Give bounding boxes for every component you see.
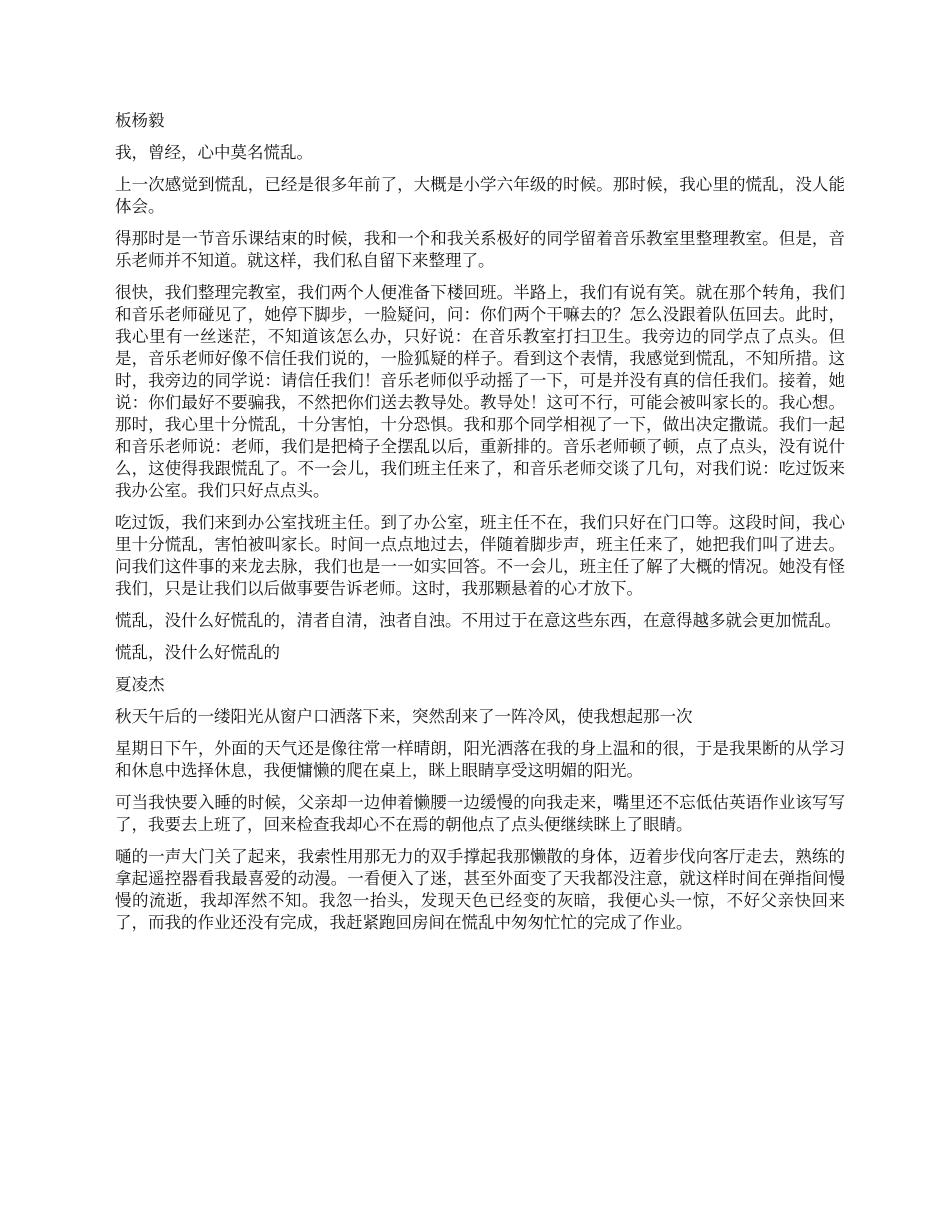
paragraph: 星期日下午，外面的天气还是像往常一样晴朗，阳光洒落在我的身上温和的很，于是我果断的从学习和休息中选择休息，我便慵懒的爬在桌上，眯上眼睛享受这明媚的阳光。 [115, 739, 845, 780]
paragraph: 嗵的一声大门关了起来，我索性用那无力的双手撑起我那懒散的身体，迈着步伐向客厅走去，熟练的拿起遥控器看我最喜爱的动漫。一看便入了迷，甚至外面变了天我都没注意，就这样时间在弹指间慢慢的流逝，我却浑然不知。我忽一抬头，发现天色已经变的灰暗，我便心头一惊，不好父亲快回来了，而我的作业还没有完成，我赶紧跑回房间在慌乱中匆匆忙忙的完成了作业。 [115, 847, 845, 932]
paragraph: 可当我快要入睡的时候，父亲却一边伸着懒腰一边缓慢的向我走来，嘴里还不忘低估英语作业该写写了，我要去上班了，回来检查我却心不在焉的朝他点了点头便继续眯上了眼睛。 [115, 793, 845, 834]
author-name: 夏凌杰 [115, 675, 165, 694]
document-body [115, 110, 845, 944]
paragraph: 慌乱，没什么好慌乱的，清者自清，浊者自浊。不用过于在意这些东西，在意得越多就会更加慌乱。 [115, 611, 841, 630]
author-name: 板杨毅 [115, 111, 165, 130]
paragraph: 很快，我们整理完教室，我们两个人便准备下楼回班。半路上，我们有说有笑。就在那个转角，我们和音乐老师碰见了，她停下脚步，一脸疑问，问：你们两个干嘛去的？怎么没跟着队伍回去。此时，我心里有一丝迷茫，不知道该怎么办，只好说：在音乐教室打扫卫生。我旁边的同学点了点头。但是，音乐老师好像不信任我们说的，一脸狐疑的样子。看到这个表情，我感觉到慌乱，不知所措。这时，我旁边的同学说：请信任我们！音乐老师似乎动摇了一下，可是并没有真的信任我们。接着，她说：你们最好不要骗我，不然把你们送去教导处。教导处！这可不行，可能会被叫家长的。我心想。那时，我心里十分慌乱，十分害怕，十分恐惧。我和那个同学相视了一下，做出决定撒谎。我们一起和音乐老师说：老师，我们是把椅子全摆乱以后，重新排的。音乐老师顿了顿，点了点头，没有说什么，这使得我跟慌乱了。不一会儿，我们班主任来了，和音乐老师交谈了几句，对我们说：吃过饭来我办公室。我们只好点点头。 [115, 283, 845, 500]
paragraph: 秋天午后的一缕阳光从窗户口洒落下来，突然刮来了一阵冷风，使我想起那一次 [115, 707, 693, 726]
paragraph: 我，曾经，心中莫名慌乱。 [115, 143, 313, 162]
paragraph: 吃过饭，我们来到办公室找班主任。到了办公室，班主任不在，我们只好在门口等。这段时间，我心里十分慌乱，害怕被叫家长。时间一点点地过去，伴随着脚步声，班主任来了，她把我们叫了进去。问我们这件事的来龙去脉，我们也是一一如实回答。不一会儿，班主任了解了大概的情况。她没有怪我们，只是让我们以后做事要告诉老师。这时，我那颗悬着的心才放下。 [115, 513, 845, 598]
paragraph: 得那时是一节音乐课结束的时候，我和一个和我关系极好的同学留着音乐教室里整理教室。但是，音乐老师并不知道。就这样，我们私自留下来整理了。 [115, 229, 845, 270]
essay-title: 慌乱，没什么好慌乱的 [115, 643, 280, 662]
paragraph: 上一次感觉到慌乱，已经是很多年前了，大概是小学六年级的时候。那时候，我心里的慌乱，没人能体会。 [115, 175, 845, 216]
